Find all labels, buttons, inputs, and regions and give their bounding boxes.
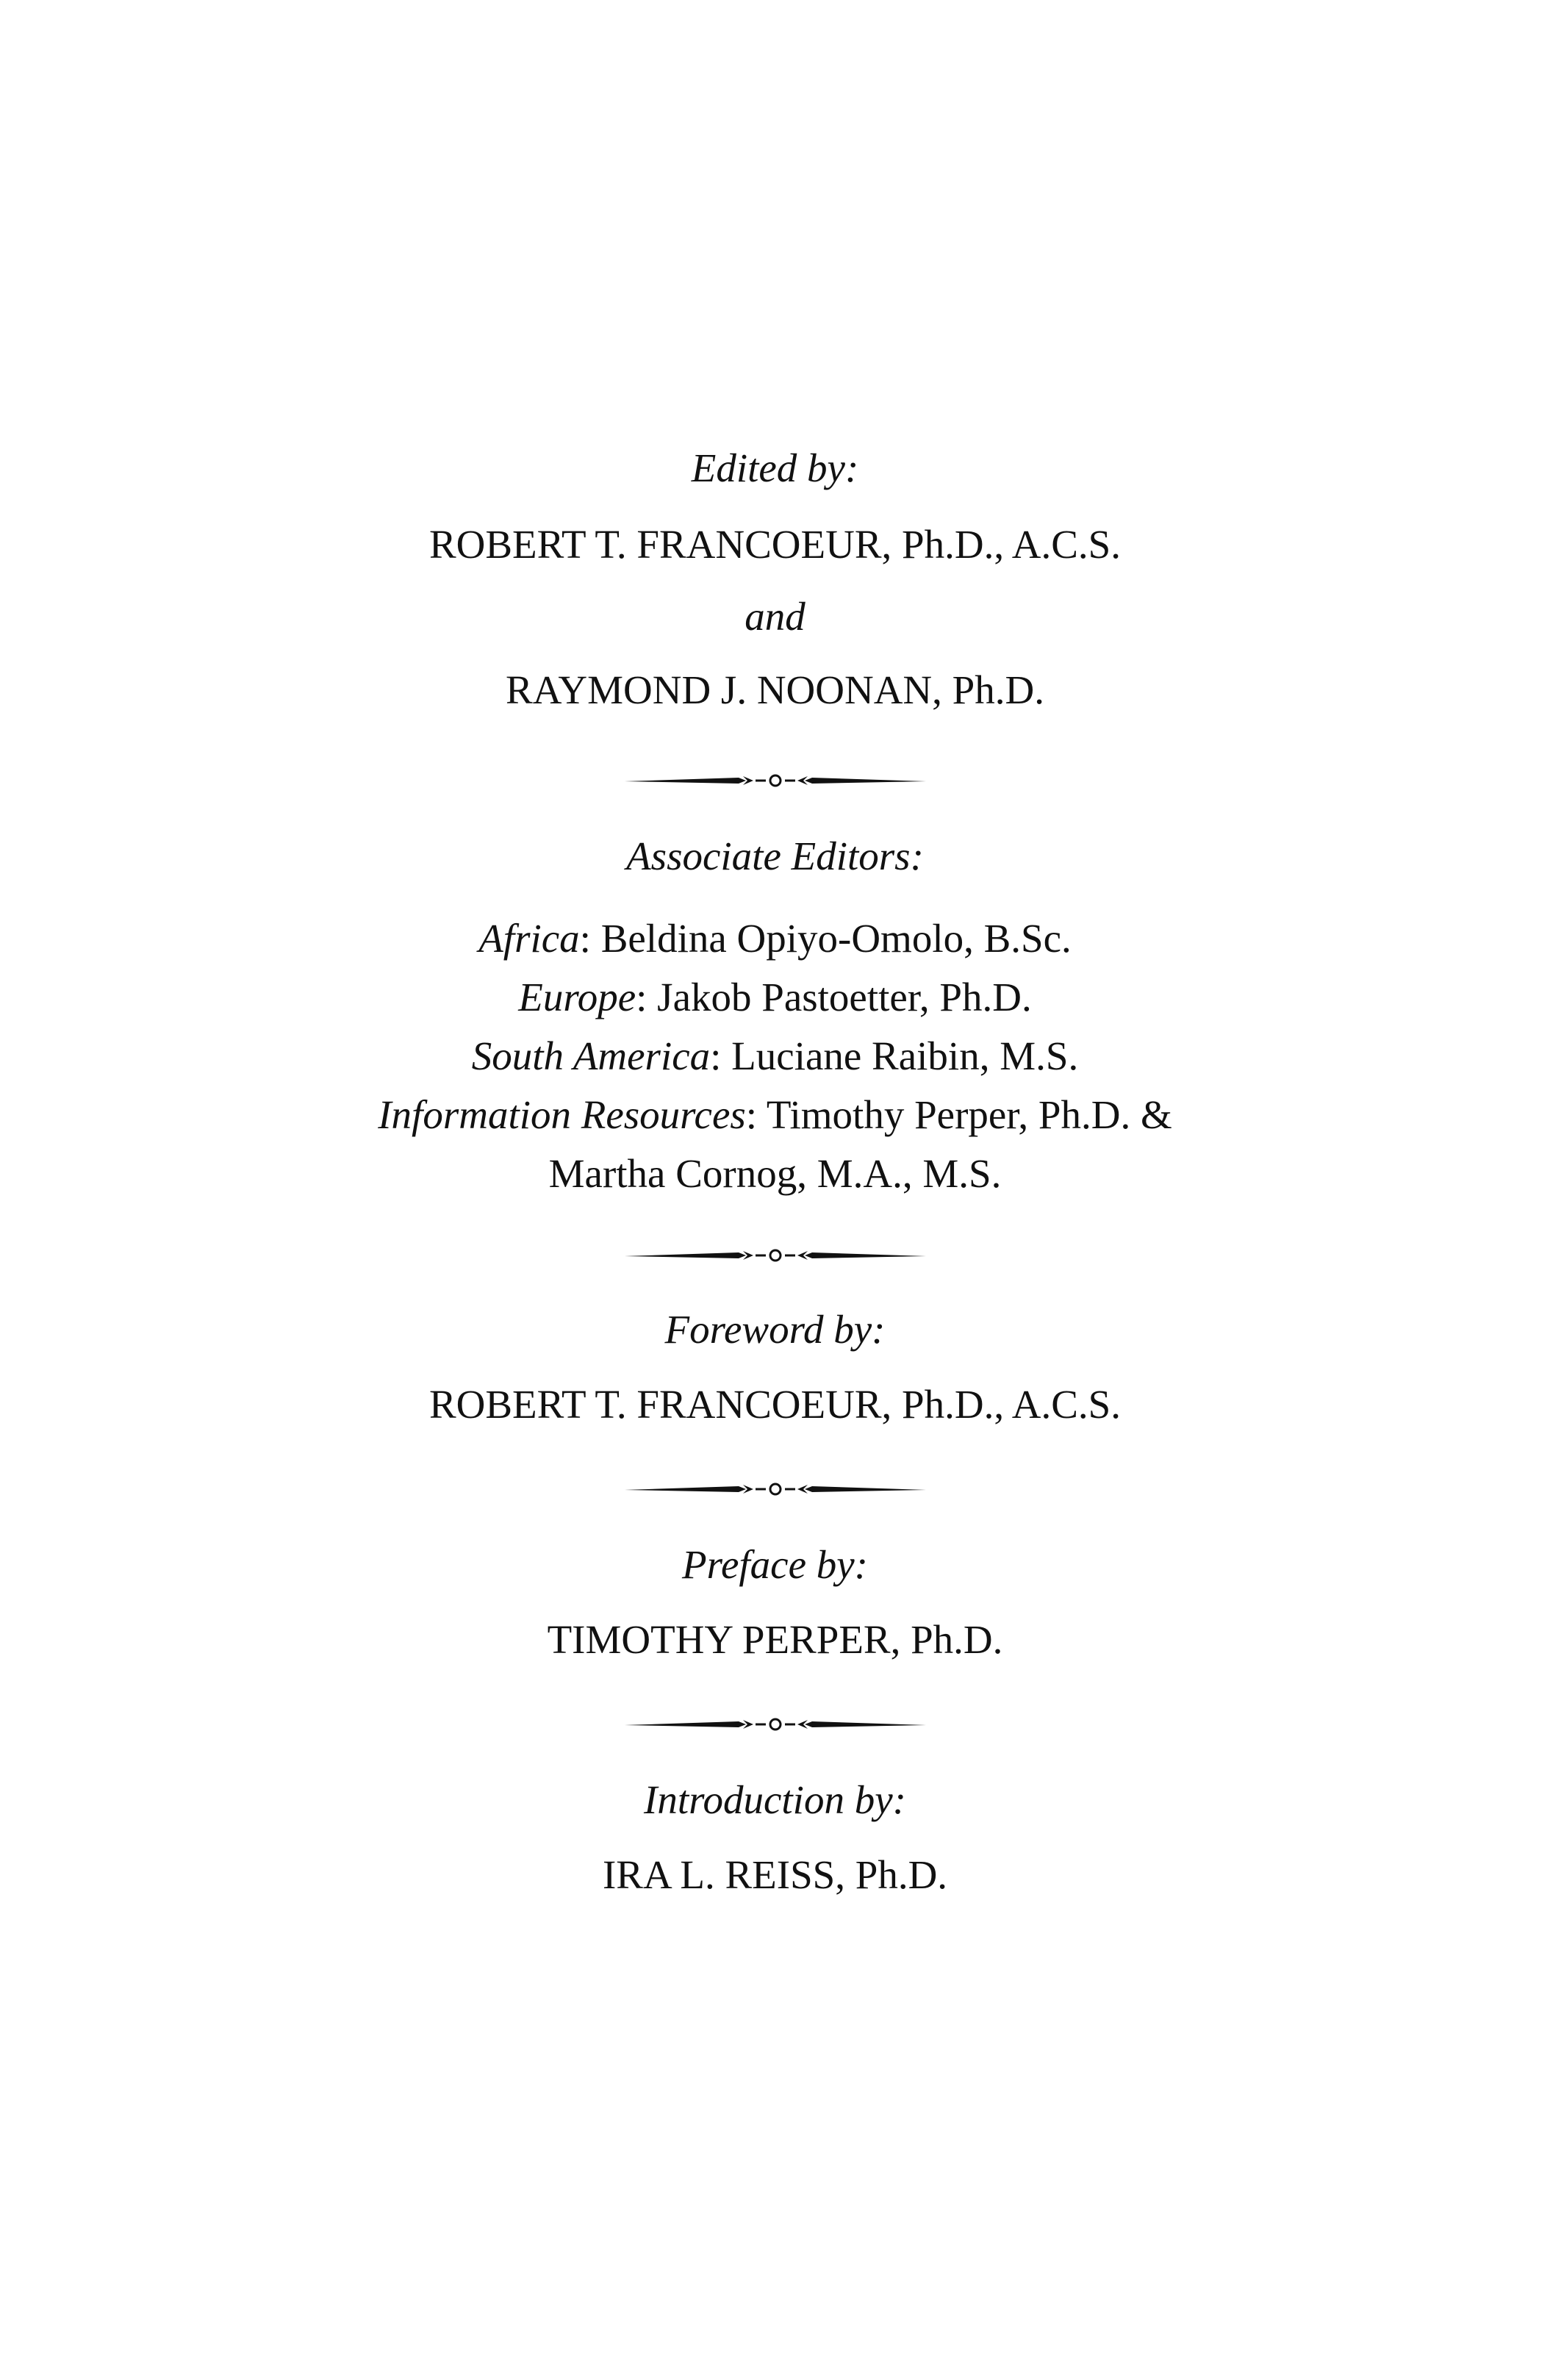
introduction-author: IRA L. REISS, Ph.D. <box>602 1852 948 1897</box>
foreword-heading: Foreword by: <box>664 1307 886 1352</box>
associate-entry-europe <box>0 972 1550 1023</box>
associate-entry-africa <box>0 913 1550 964</box>
ornament-divider-icon <box>621 1245 930 1266</box>
region-label: Africa <box>478 916 580 961</box>
associate-entry-continuation: Martha Cornog, M.A., M.S. <box>548 1151 1002 1196</box>
associate-entry-information-resources <box>0 1089 1550 1141</box>
editor-name: : Beldina Opiyo-Omolo, B.Sc. <box>579 916 1072 961</box>
ornament-divider-icon <box>621 1479 930 1499</box>
and-conjunction: and <box>744 594 806 639</box>
foreword-author: ROBERT T. FRANCOEUR, Ph.D., A.C.S. <box>428 1382 1122 1427</box>
associate-editors-heading: Associate Editors: <box>626 834 924 878</box>
region-label: Information Resources <box>378 1092 746 1137</box>
editor-name: : Timothy Perper, Ph.D. & <box>745 1092 1172 1137</box>
preface-author: TIMOTHY PERPER, Ph.D. <box>547 1617 1003 1662</box>
editor-1-name: ROBERT T. FRANCOEUR, Ph.D., A.C.S. <box>428 522 1122 567</box>
region-label: South America <box>471 1033 711 1078</box>
associate-entry-south-america <box>0 1031 1550 1082</box>
edited-by-heading: Edited by: <box>691 445 859 490</box>
preface-heading: Preface by: <box>682 1542 868 1587</box>
editor-name: : Jakob Pastoetter, Ph.D. <box>636 975 1032 1019</box>
editor-name: : Luciane Raibin, M.S. <box>710 1033 1079 1078</box>
editor-2-name: RAYMOND J. NOONAN, Ph.D. <box>506 667 1044 712</box>
introduction-heading: Introduction by: <box>644 1777 906 1822</box>
region-label: Europe <box>518 975 636 1019</box>
ornament-divider-icon <box>621 1714 930 1735</box>
ornament-divider-icon <box>621 770 930 791</box>
